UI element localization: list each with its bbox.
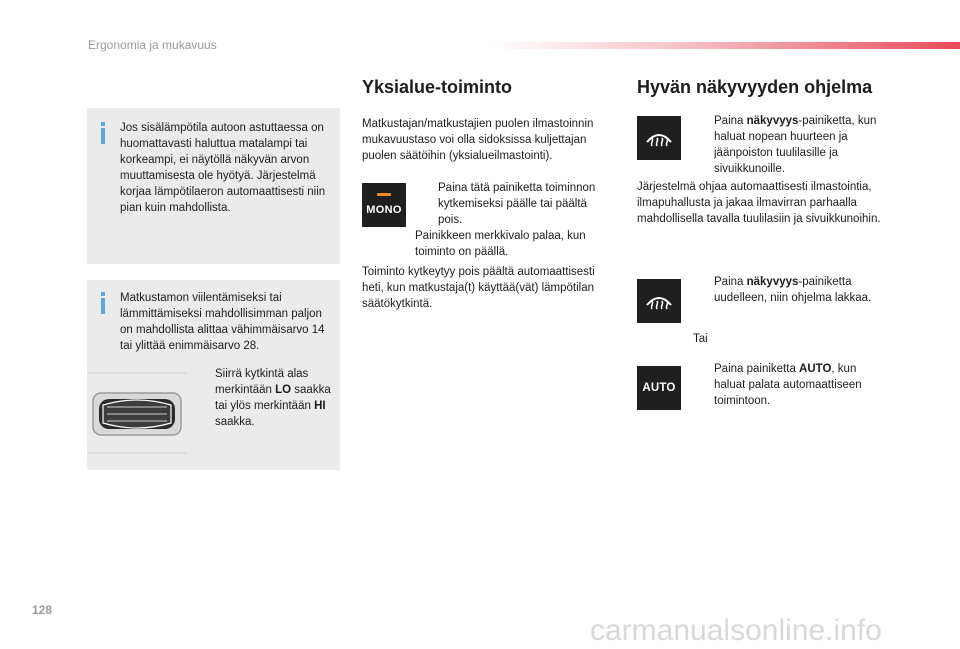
defrost-button-image-2 xyxy=(637,279,681,323)
instruction-post: saakka. xyxy=(215,416,255,428)
step3-post: , kun haluat palata automaattiseen toimintoon. xyxy=(714,363,862,407)
visibility-step2 xyxy=(694,274,884,306)
mono-bullet-text: Paina tätä painiketta toiminnon kytkemiseksi päälle tai päältä pois. xyxy=(438,182,596,226)
header-accent-bar xyxy=(490,42,960,49)
section-title-visibility: Hyvän näkyvyyden ohjelma xyxy=(637,77,873,97)
step2-pre: Paina xyxy=(714,276,747,288)
step2-bold: näkyvyys xyxy=(746,276,799,288)
info-text-extremes: Matkustamon viilentämiseksi tai lämmittämiseksi mahdollisimman paljon on mahdollista alittaa vähimmäisarvo 14 tai ylittää enimmäisarvo 28. xyxy=(120,292,325,352)
mono-indicator-light xyxy=(377,193,391,196)
watermark: carmanualsonline.info xyxy=(590,614,882,647)
visibility-step3 xyxy=(694,361,884,409)
section-title-mono: Yksialue-toiminto xyxy=(362,77,513,97)
page-number: 128 xyxy=(32,603,53,617)
hi-label: HI xyxy=(314,400,326,412)
info-box-temperature xyxy=(87,108,340,264)
lo-label: LO xyxy=(275,384,292,396)
instruction-mid: saakka tai ylös merkintään xyxy=(215,384,331,412)
mono-button-image xyxy=(362,183,406,227)
info-text-temperature: Jos sisälämpötila autoon astuttaessa on huomattavasti haluttua matalampi tai korkeampi, ei näytöllä näkyvän arvon muuttamisesta ole hyötyä. Järjestelmä korjaa lämpötilaeron automaattisesti niin pian kuin mahdollista. xyxy=(120,122,326,214)
mono-intro: Matkustajan/matkustajien puolen ilmastoinnin mukavuustaso voi olla sidoksissa kuljettajan puolen säätöihin (yksialueilmastointi). xyxy=(362,118,594,162)
step3-bold: AUTO xyxy=(799,363,832,375)
info-icon xyxy=(101,298,105,314)
mono-indicator-note: Painikkeen merkkivalo palaa, kun toiminto on päällä. xyxy=(415,230,586,258)
step1-pre: Paina xyxy=(714,115,747,127)
switch-instruction xyxy=(203,366,339,430)
temperature-switch-illustration xyxy=(87,365,195,460)
windscreen-defrost-icon xyxy=(644,126,674,150)
mono-button-label: MONO xyxy=(366,204,402,216)
instruction-pre: Siirrä kytkintä alas merkintään xyxy=(215,368,309,396)
step2-post: -painiketta uudelleen, niin ohjelma lakkaa. xyxy=(714,276,872,304)
mono-instruction xyxy=(418,180,608,228)
auto-button-image xyxy=(637,366,681,410)
or-label: Tai xyxy=(693,333,708,345)
windscreen-defrost-icon xyxy=(644,289,674,313)
mono-footer-text: Toiminto kytkeytyy pois päältä automaattisesti heti, kun matkustaja(t) käyttää(vät) lämpötilan säätökytkintä. xyxy=(362,266,595,310)
step3-pre: Paina painiketta xyxy=(714,363,800,375)
step1-bold: näkyvyys xyxy=(746,115,799,127)
defrost-button-image xyxy=(637,116,681,160)
page-header-title: Ergonomia ja mukavuus xyxy=(88,38,217,52)
step1-post: -painiketta, kun haluat nopean huurteen ja jäänpoiston tuulilasille ja sivuikkunoille. xyxy=(714,115,877,175)
visibility-step1 xyxy=(694,113,884,177)
auto-button-label: AUTO xyxy=(642,382,676,394)
info-icon xyxy=(101,128,105,144)
visibility-description: Järjestelmä ohjaa automaattisesti ilmastointia, ilmapuhallusta ja jakaa ilmavirran parhaalla mahdollisella tavalla tuulilasiin ja sivuikkunoihin. xyxy=(637,181,881,225)
info-box-extremes xyxy=(87,280,340,470)
